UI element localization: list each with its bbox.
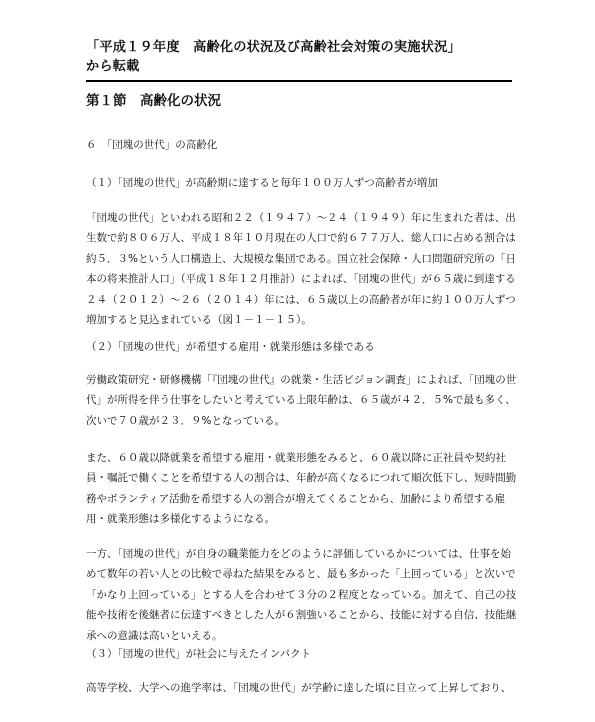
subheading-2: （２）「団塊の世代」が希望する雇用・就業形態は多様である: [86, 341, 375, 353]
subheading-3: （３）「団塊の世代」が社会に与えたインパクト: [86, 648, 312, 660]
paragraph-line: 一方、「団塊の世代」が自身の職業能力をどのように評価しているかについては、仕事を始: [86, 548, 512, 560]
paragraph-line: 増加すると見込まれている（図１－１－１５）。: [86, 313, 312, 326]
paragraph-3: [86, 448, 516, 530]
paragraph-line: 生数で約８０６万人、平成１８年１０月現在の人口で約６７７万人、総人口に占める割合は: [86, 232, 516, 245]
paragraph-line: 承への意識は高いといえる。: [86, 629, 223, 642]
subheading-1: （１）「団塊の世代」が高齢期に達すると毎年１００万人ずつ高齢者が増加: [86, 177, 438, 189]
paragraph-line: 本の将来推計人口」（平成１８年１２月推計）によれば、「団塊の世代」が６５歳に到達する: [86, 273, 516, 286]
paragraph-1: [86, 208, 516, 330]
title-divider: [86, 80, 512, 82]
paragraph-line: 代」が所得を伴う仕事をしたいと考えている上限年齢は、６５歳が４２．５%で最も多く、: [86, 394, 516, 407]
paragraph-line: ２４（２０１２）～２６（２０１４）年には、６５歳以上の高齢者が年に約１００万人ずつ: [86, 293, 516, 306]
paragraph-2: [86, 370, 516, 431]
paragraph-line: 用・就業形態は多様化するようになる。: [86, 513, 275, 526]
section-heading: 第１節 高齢化の状況: [86, 93, 221, 109]
item-heading: ６ 「団塊の世代」の高齢化: [86, 139, 218, 151]
paragraph-line: 「かなり上回っている」とする人を合わせて３分の２程度となっている。加えて、自己の技: [86, 588, 517, 601]
document-title-line: 「平成１９年度 高齢化の状況及び高齢社会対策の実施状況」: [86, 40, 461, 55]
document-title-line: から転載: [86, 59, 140, 74]
paragraph-line: 高等学校、大学への進学率は、「団塊の世代」が学齢に達した頃に目立って上昇しており、: [86, 682, 512, 694]
paragraph-line: 労働政策研究・研修機構「『団塊の世代』の就業・生活ビジョン調査」によれば、「団塊の世: [86, 374, 517, 386]
paragraph-line: 員・嘱託で働くことを希望する人の割合は、年齢が高くなるにつれて順次低下し、短時間勤: [86, 472, 517, 485]
paragraph-line: めて数年の若い人との比較で尋ねた結果をみると、最も多かった「上回っている」と次いで: [86, 568, 516, 581]
paragraph-line: 務やボランティア活動を希望する人の割合が増えてくることから、加齢により希望する雇: [86, 492, 506, 505]
paragraph-line: また、６０歳以降就業を希望する雇用・就業形態をみると、６０歳以降に正社員や契約社: [86, 452, 506, 464]
document-title: [86, 38, 526, 76]
paragraph-5: [86, 678, 516, 698]
paragraph-line: 能や技術を後継者に伝達すべきとした人が６割強いることから、技能に対する自信、技能継: [86, 609, 517, 622]
paragraph-line: 次いで７０歳が２３．９%となっている。: [86, 414, 285, 427]
paragraph-line: 「団塊の世代」といわれる昭和２２（１９４７）～２４（１９４９）年に生まれた者は、出: [86, 212, 516, 224]
paragraph-line: 約５．３%という人口構造上、大規模な集団である。国立社会保障・人口問題研究所の「日: [86, 252, 516, 265]
paragraph-4: [86, 544, 516, 646]
